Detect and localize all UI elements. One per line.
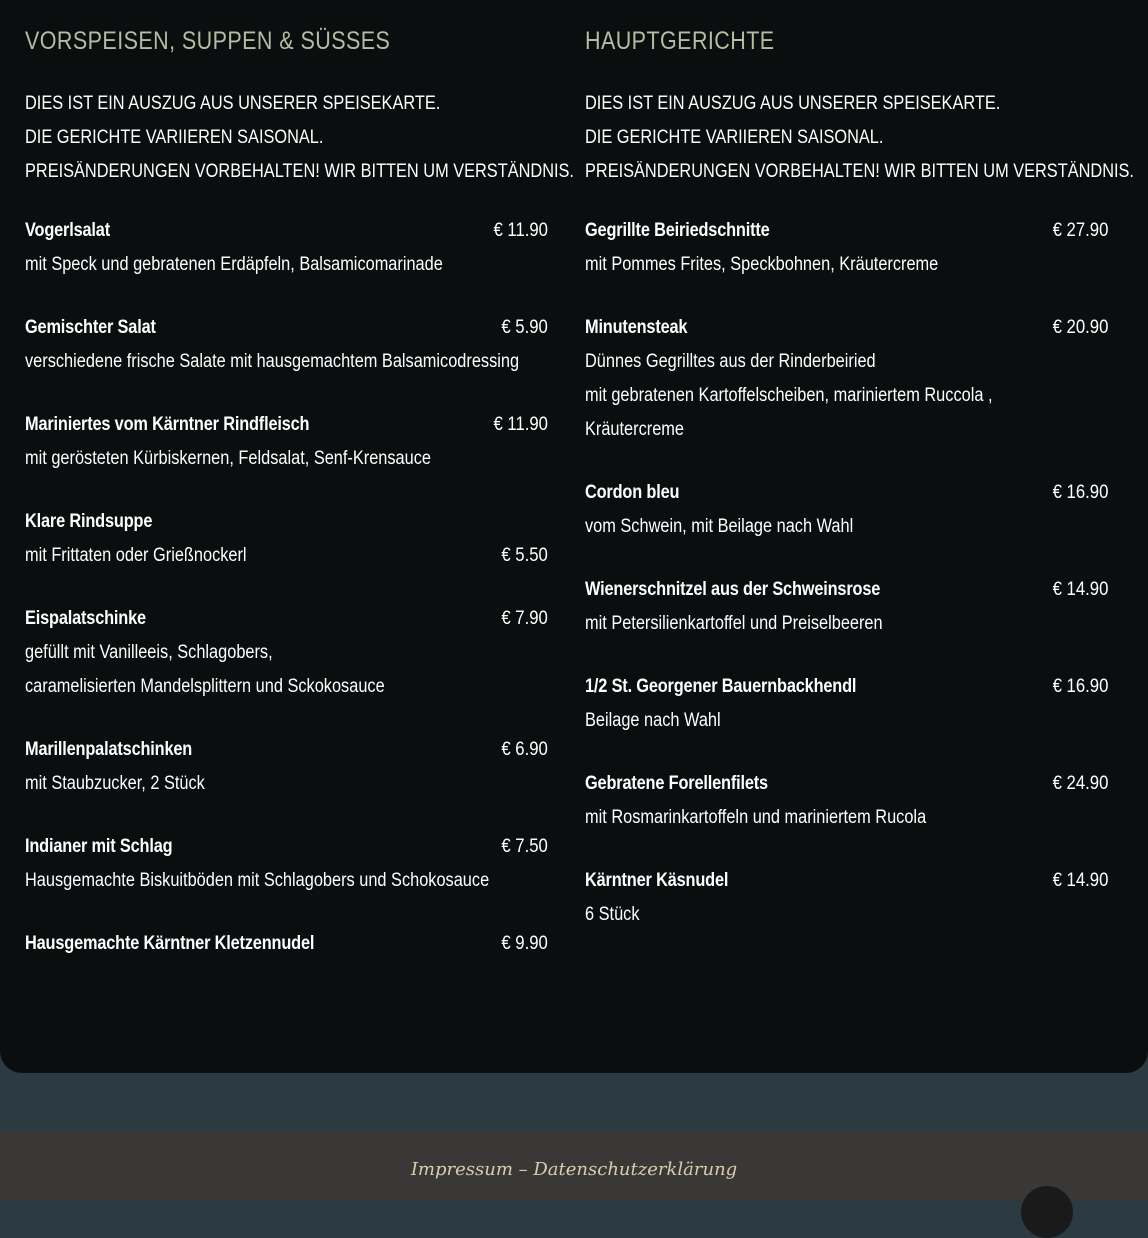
- section-title: HAUPTGERICHTE: [585, 27, 775, 55]
- item-description: Dünnes Gegrilltes aus der Rinderbeiried: [585, 351, 876, 372]
- item-price: € 16.90: [1052, 676, 1108, 697]
- item-description: mit Staubzucker, 2 Stück: [25, 773, 205, 794]
- item-description: mit Speck und gebratenen Erdäpfeln, Balsamicomarinade: [25, 254, 443, 275]
- item-name: Gebratene Forellenfilets: [585, 773, 768, 794]
- item-description: Beilage nach Wahl: [585, 710, 721, 731]
- item-description: Kräutercreme: [585, 419, 684, 440]
- item-price: € 27.90: [1052, 220, 1108, 241]
- item-name: Indianer mit Schlag: [25, 836, 173, 857]
- item-price: € 16.90: [1052, 482, 1108, 503]
- menu-item: [25, 605, 548, 707]
- item-price: € 24.90: [1052, 773, 1108, 794]
- menu-item: [585, 479, 1108, 547]
- item-name: Marillenpalatschinken: [25, 739, 193, 760]
- menu-item: [25, 736, 548, 804]
- item-description: caramelisierten Mandelsplittern und Sckokosauce: [25, 676, 385, 697]
- footer-separator: –: [512, 1159, 534, 1180]
- item-name: Vogerlsalat: [25, 220, 110, 241]
- item-price: € 9.90: [501, 933, 548, 954]
- menu-item: [25, 508, 548, 576]
- menu-item: [585, 673, 1108, 741]
- item-description: mit Pommes Frites, Speckbohnen, Kräutercreme: [585, 254, 939, 275]
- menu-item: [25, 833, 548, 901]
- item-description: mit Rosmarinkartoffeln und mariniertem Rucola: [585, 807, 927, 828]
- item-description: mit gebratenen Kartoffelscheiben, mariniertem Ruccola ,: [585, 385, 993, 406]
- menu-item: [585, 314, 1108, 450]
- item-description: mit gerösteten Kürbiskernen, Feldsalat, Senf-Krensauce: [25, 448, 431, 469]
- item-price: € 14.90: [1052, 579, 1108, 600]
- item-name: Wienerschnitzel aus der Schweinsrose: [585, 579, 881, 600]
- intro-text: [25, 90, 663, 192]
- menu-item: [25, 930, 548, 964]
- intro-line: DIES IST EIN AUSZUG AUS UNSERER SPEISEKARTE.: [585, 93, 1001, 114]
- menu-item: [585, 576, 1108, 644]
- item-name: Gemischter Salat: [25, 317, 156, 338]
- item-price: € 7.90: [501, 608, 548, 629]
- scroll-to-top-button[interactable]: [1021, 1186, 1073, 1238]
- intro-line: PREISÄNDERUNGEN VORBEHALTEN! WIR BITTEN UM VERSTÄNDNIS.: [25, 161, 574, 182]
- item-name: 1/2 St. Georgener Bauernbackhendl: [585, 676, 857, 697]
- item-price: € 11.90: [493, 220, 548, 241]
- item-name: Gegrillte Beiriedschnitte: [585, 220, 770, 241]
- intro-line: DIE GERICHTE VARIIEREN SAISONAL.: [25, 127, 324, 148]
- item-name: Minutensteak: [585, 317, 688, 338]
- item-description: vom Schwein, mit Beilage nach Wahl: [585, 516, 854, 537]
- item-name: Klare Rindsuppe: [25, 511, 153, 532]
- item-name: Hausgemachte Kärntner Kletzennudel: [25, 933, 315, 954]
- item-price: € 11.90: [493, 414, 548, 435]
- item-description: mit Frittaten oder Grießnockerl: [25, 545, 247, 566]
- item-price: € 5.90: [501, 317, 548, 338]
- menu-item: [25, 217, 548, 285]
- impressum-link[interactable]: Impressum: [410, 1159, 513, 1180]
- menu-item: [585, 217, 1108, 285]
- item-price: € 6.90: [501, 739, 548, 760]
- item-price: € 5.50: [501, 545, 548, 566]
- item-price: € 20.90: [1052, 317, 1108, 338]
- item-name: Eispalatschinke: [25, 608, 146, 629]
- datenschutz-link[interactable]: Datenschutzerklärung: [533, 1159, 738, 1180]
- intro-line: PREISÄNDERUNGEN VORBEHALTEN! WIR BITTEN UM VERSTÄNDNIS.: [585, 161, 1134, 182]
- menu-item: [585, 770, 1108, 838]
- item-price: € 7.50: [501, 836, 548, 857]
- item-name: Mariniertes vom Kärntner Rindfleisch: [25, 414, 310, 435]
- item-name: Cordon bleu: [585, 482, 680, 503]
- menu-item: [25, 411, 548, 479]
- intro-line: DIES IST EIN AUSZUG AUS UNSERER SPEISEKARTE.: [25, 93, 441, 114]
- item-description: verschiedene frische Salate mit hausgemachtem Balsamicodressing: [25, 351, 520, 372]
- footer-links: [0, 1159, 1148, 1180]
- item-description: Hausgemachte Biskuitböden mit Schlagobers und Schokosauce: [25, 870, 490, 891]
- item-name: Kärntner Käsnudel: [585, 870, 729, 891]
- menu-item: [25, 314, 548, 382]
- menu-item: [585, 867, 1108, 935]
- item-price: € 14.90: [1052, 870, 1108, 891]
- intro-text: [585, 90, 1148, 192]
- item-description: mit Petersilienkartoffel und Preiselbeeren: [585, 613, 883, 634]
- footer: [0, 1131, 1148, 1200]
- section-title: VORSPEISEN, SUPPEN & SÜSSES: [25, 27, 391, 55]
- item-description: 6 Stück: [585, 904, 640, 925]
- item-description: gefüllt mit Vanilleeis, Schlagobers,: [25, 642, 273, 663]
- intro-line: DIE GERICHTE VARIIEREN SAISONAL.: [585, 127, 884, 148]
